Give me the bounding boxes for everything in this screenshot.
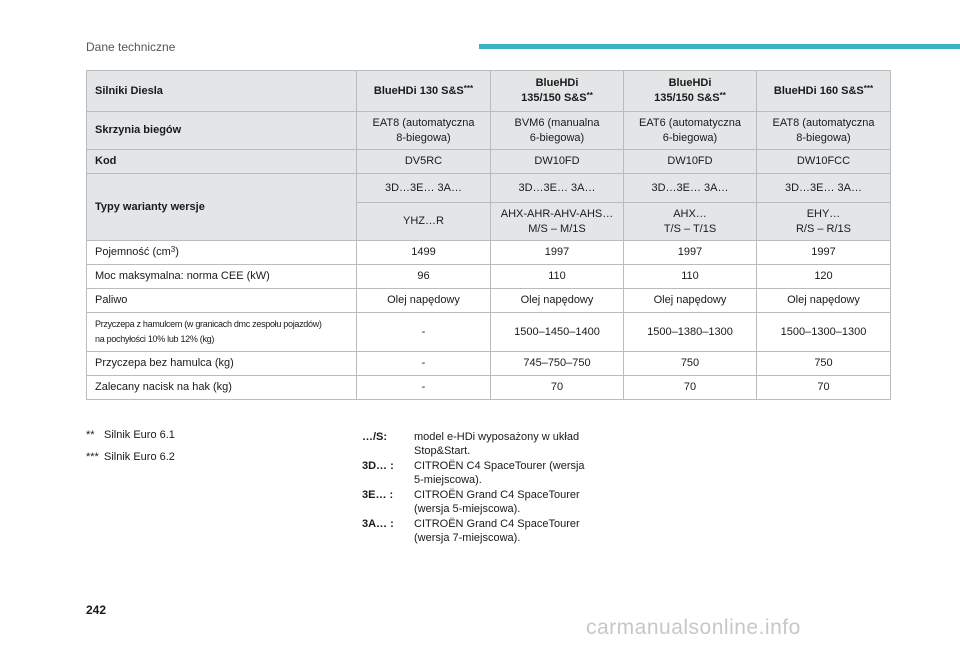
row-label-unbraked-trailer: Przyczepa bez hamulca (kg) bbox=[87, 352, 357, 376]
legend-text: model e-HDi wyposażony w układ Stop&Start. bbox=[414, 431, 580, 457]
table-cell: 1499 bbox=[357, 241, 491, 265]
watermark: carmanualsonline.info bbox=[586, 616, 801, 639]
footnote-item bbox=[86, 451, 336, 463]
table-cell: 750 bbox=[624, 352, 757, 376]
table-row bbox=[87, 174, 891, 203]
legend-item bbox=[362, 431, 662, 458]
legend-text: CITROËN Grand C4 SpaceTourer (wersja 7-miejscowa). bbox=[414, 518, 580, 544]
table-row bbox=[87, 150, 891, 174]
table-cell: 1997 bbox=[757, 241, 891, 265]
table-cell: YHZ…R bbox=[357, 203, 491, 241]
header-engines: Silniki Diesla bbox=[87, 71, 357, 112]
table-cell: EAT8 (automatyczna 8-biegowa) bbox=[357, 112, 491, 150]
row-label-braked-trailer: Przyczepa z hamulcem (w granicach dmc zespołu pojazdów) na pochyłości 10% lub 12% (kg) bbox=[87, 313, 357, 352]
table-cell: Olej napędowy bbox=[491, 289, 624, 313]
table-row bbox=[87, 265, 891, 289]
table-row bbox=[87, 241, 891, 265]
footnote-text: Silnik Euro 6.2 bbox=[104, 451, 175, 463]
table-cell: BVM6 (manualna 6-biegowa) bbox=[491, 112, 624, 150]
table-cell: AHX-AHR-AHV-AHS… M/S – M/1S bbox=[491, 203, 624, 241]
table-cell: - bbox=[357, 313, 491, 352]
footnote-item bbox=[86, 429, 336, 441]
table-header-row bbox=[87, 71, 891, 112]
table-cell: DW10FD bbox=[491, 150, 624, 174]
table-cell: 3D…3E… 3A… bbox=[357, 174, 491, 203]
legend-key: 3A… : bbox=[362, 518, 394, 530]
legend-item bbox=[362, 518, 662, 545]
footnote-mark: *** bbox=[86, 451, 99, 463]
table-cell: 1500–1450–1400 bbox=[491, 313, 624, 352]
header-bluehdi-160: BlueHDi 160 S&S*** bbox=[757, 71, 891, 112]
legend-text: CITROËN C4 SpaceTourer (wersja 5-miejscowa). bbox=[414, 460, 585, 486]
table-cell: 110 bbox=[491, 265, 624, 289]
table-cell: EAT6 (automatyczna 6-biegowa) bbox=[624, 112, 757, 150]
table-cell: DW10FCC bbox=[757, 150, 891, 174]
table-cell: - bbox=[357, 352, 491, 376]
table-cell: 1500–1380–1300 bbox=[624, 313, 757, 352]
table-cell: DV5RC bbox=[357, 150, 491, 174]
diesel-engine-spec-table bbox=[86, 70, 891, 400]
header-accent-bar bbox=[479, 44, 960, 49]
table-cell: 70 bbox=[491, 376, 624, 400]
row-label-types: Typy warianty wersje bbox=[87, 174, 357, 241]
table-cell: 1997 bbox=[624, 241, 757, 265]
table-cell: 750 bbox=[757, 352, 891, 376]
table-cell: Olej napędowy bbox=[624, 289, 757, 313]
table-cell: 110 bbox=[624, 265, 757, 289]
row-label-code: Kod bbox=[87, 150, 357, 174]
legend-item bbox=[362, 489, 662, 516]
table-cell: 70 bbox=[757, 376, 891, 400]
table-row bbox=[87, 313, 891, 352]
table-cell: 3D…3E… 3A… bbox=[491, 174, 624, 203]
version-legend bbox=[362, 431, 662, 547]
table-cell: DW10FD bbox=[624, 150, 757, 174]
row-label-gearbox: Skrzynia biegów bbox=[87, 112, 357, 150]
table-cell: EHY… R/S – R/1S bbox=[757, 203, 891, 241]
header-bluehdi-130: BlueHDi 130 S&S*** bbox=[357, 71, 491, 112]
table-cell: EAT8 (automatyczna 8-biegowa) bbox=[757, 112, 891, 150]
table-cell: 3D…3E… 3A… bbox=[757, 174, 891, 203]
footnotes bbox=[86, 429, 336, 473]
page-number: 242 bbox=[86, 603, 107, 617]
row-label-fuel: Paliwo bbox=[87, 289, 357, 313]
row-label-capacity: Pojemność $(cm^3)$ bbox=[87, 241, 357, 265]
table-row bbox=[87, 376, 891, 400]
table-cell: 1500–1300–1300 bbox=[757, 313, 891, 352]
table-cell: - bbox=[357, 376, 491, 400]
table-cell: 70 bbox=[624, 376, 757, 400]
table-cell: Olej napędowy bbox=[757, 289, 891, 313]
legend-key: 3D… : bbox=[362, 460, 394, 472]
legend-text: CITROËN Grand C4 SpaceTourer (wersja 5-miejscowa). bbox=[414, 489, 580, 515]
section-title: Dane techniczne bbox=[86, 40, 176, 54]
row-label-power: Moc maksymalna: norma CEE (kW) bbox=[87, 265, 357, 289]
legend-key: …/S: bbox=[362, 431, 388, 443]
row-label-towbar-load: Zalecany nacisk na hak (kg) bbox=[87, 376, 357, 400]
legend-key: 3E… : bbox=[362, 489, 394, 501]
table-row bbox=[87, 112, 891, 150]
footnote-text: Silnik Euro 6.1 bbox=[104, 429, 175, 441]
table-cell: AHX… T/S – T/1S bbox=[624, 203, 757, 241]
table-cell: 96 bbox=[357, 265, 491, 289]
header-bluehdi-135-150-a: BlueHDi 135/150 S&S** bbox=[491, 71, 624, 112]
table-cell: 3D…3E… 3A… bbox=[624, 174, 757, 203]
table-cell: 1997 bbox=[491, 241, 624, 265]
table-cell: Olej napędowy bbox=[357, 289, 491, 313]
table-row bbox=[87, 352, 891, 376]
table-row bbox=[87, 289, 891, 313]
header-bluehdi-135-150-b: BlueHDi 135/150 S&S** bbox=[624, 71, 757, 112]
legend-item bbox=[362, 460, 662, 487]
footnote-mark: ** bbox=[86, 429, 95, 441]
table-cell: 120 bbox=[757, 265, 891, 289]
table-cell: 745–750–750 bbox=[491, 352, 624, 376]
